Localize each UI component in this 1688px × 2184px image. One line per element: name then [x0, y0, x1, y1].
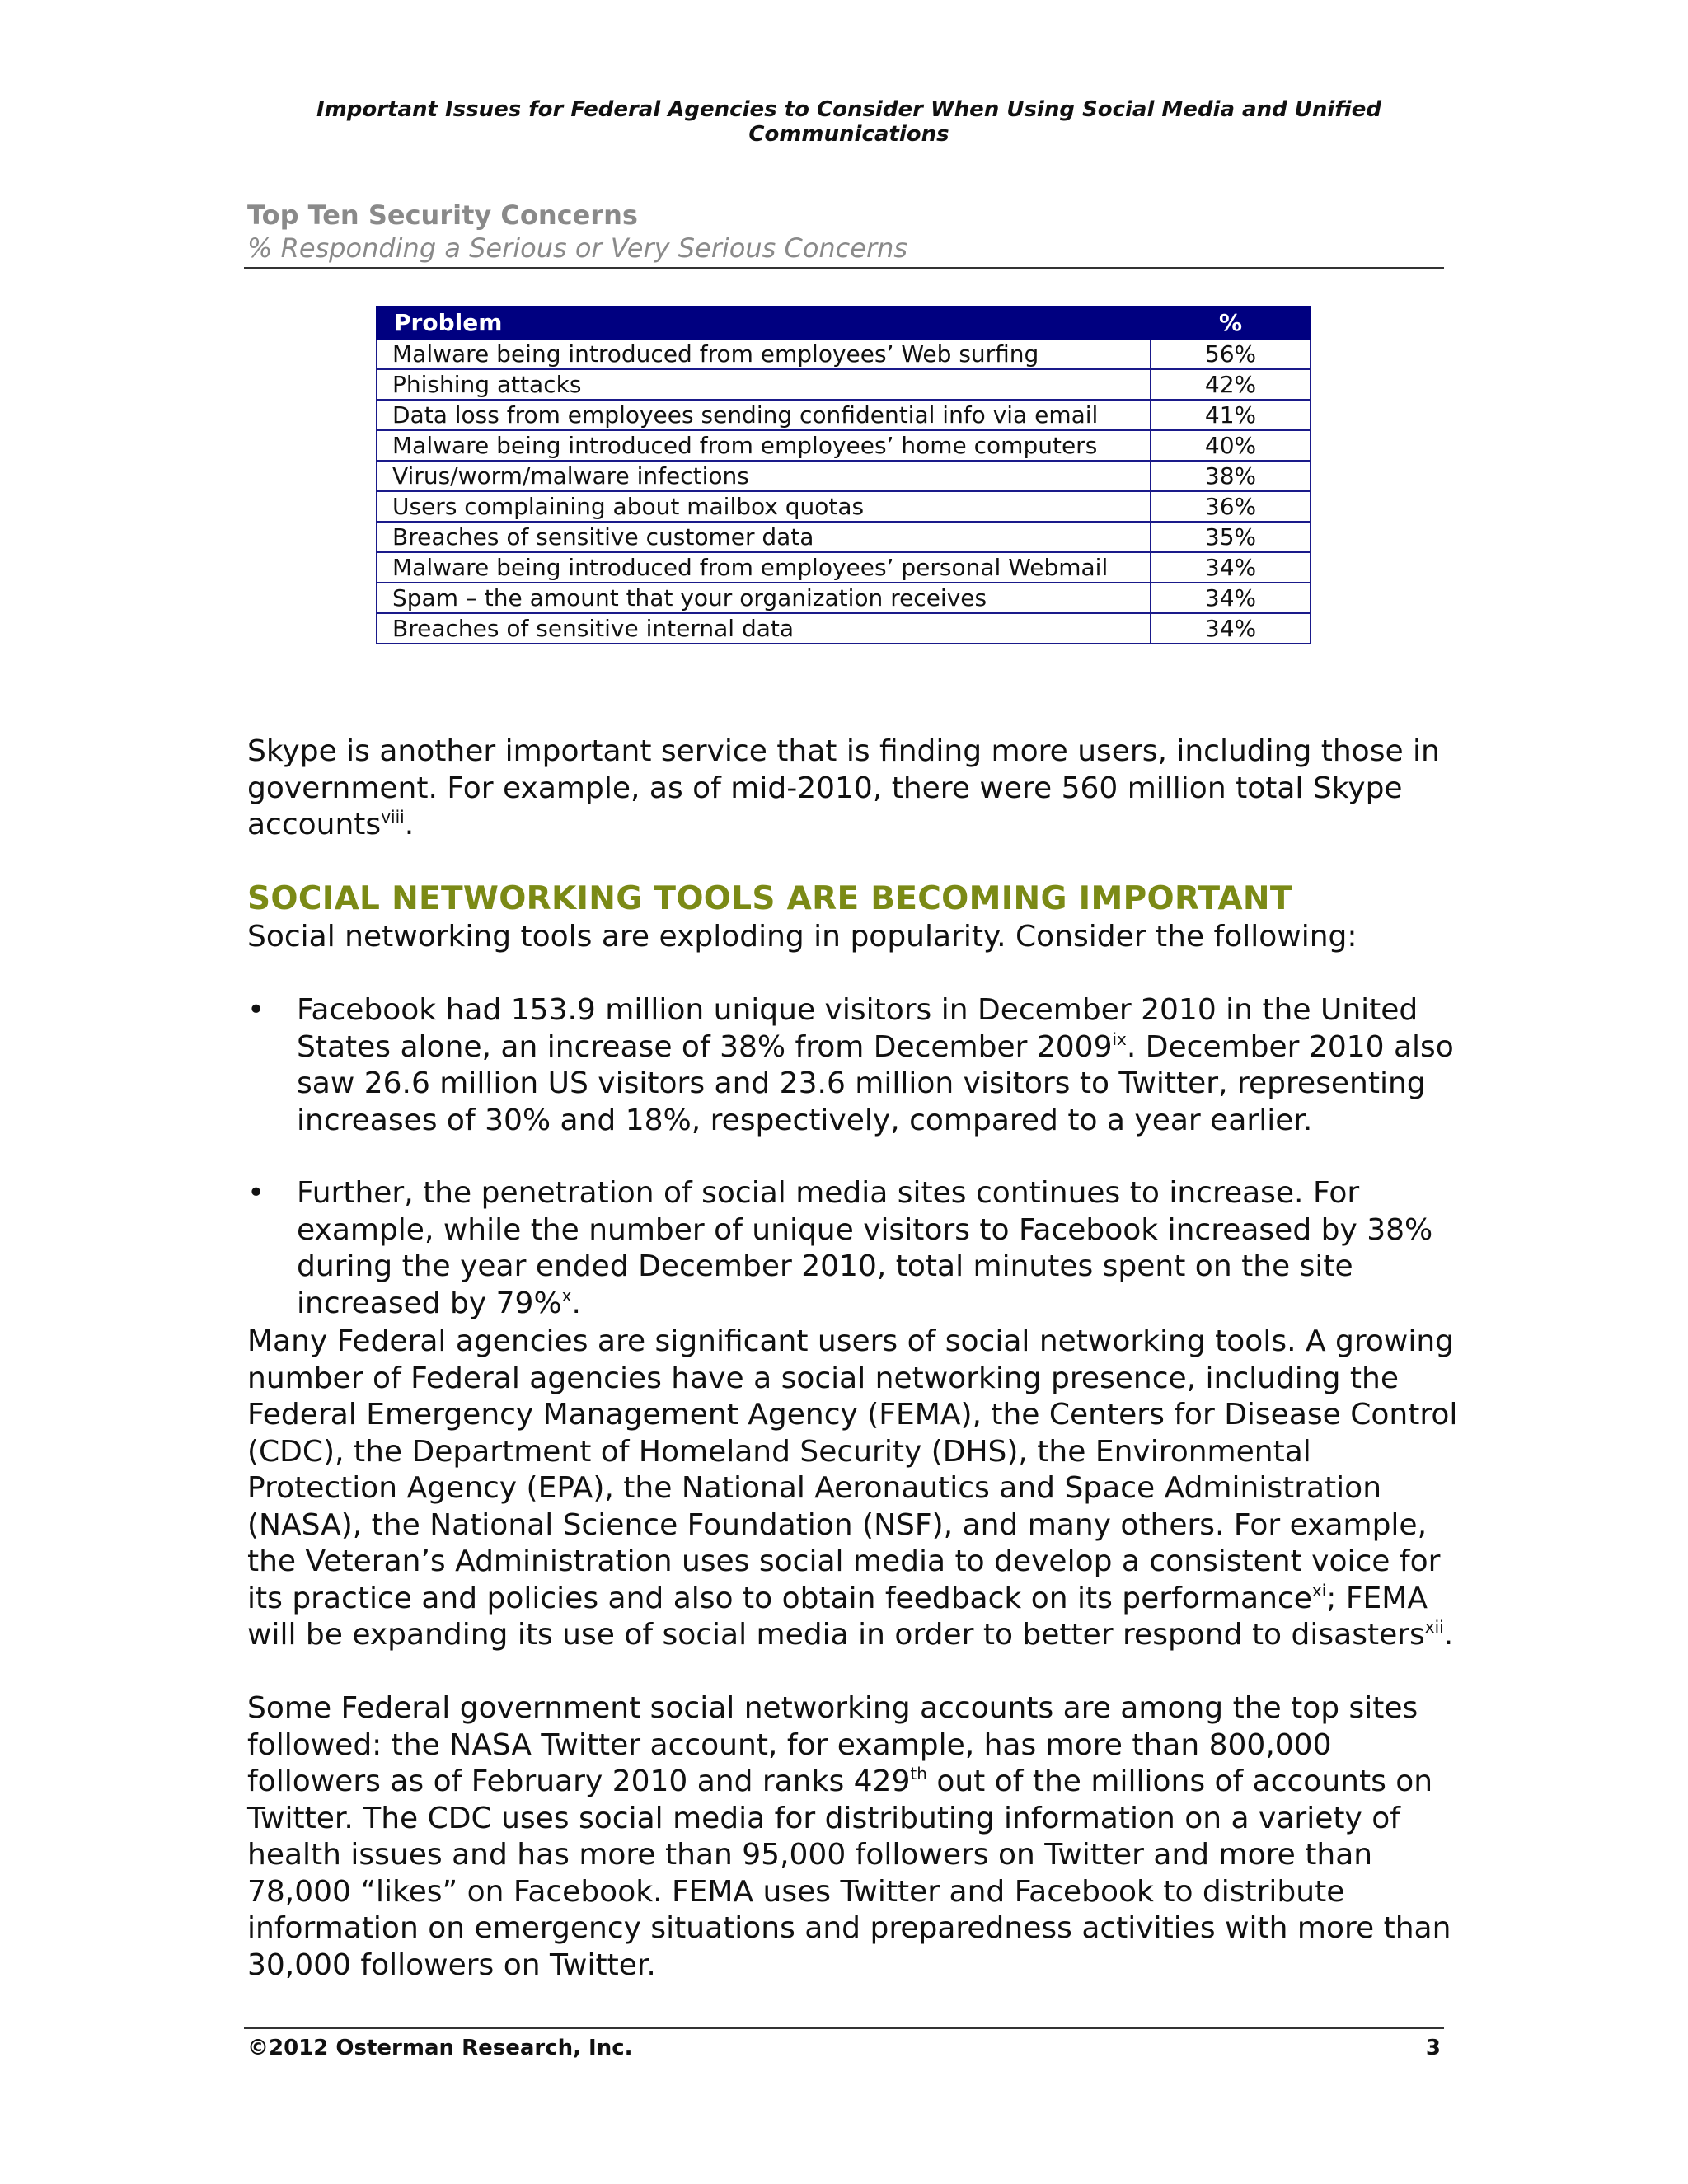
percent-cell: 34%: [1151, 552, 1311, 583]
percent-cell: 34%: [1151, 613, 1311, 644]
table-row: [377, 369, 1311, 400]
problem-cell: Breaches of sensitive internal data: [377, 613, 1151, 644]
agencies-paragraph: [247, 1324, 1459, 1654]
percent-cell: 42%: [1151, 369, 1311, 400]
problem-cell: Users complaining about mailbox quotas: [377, 491, 1151, 522]
table-row: [377, 491, 1311, 522]
sentence-end: .: [404, 808, 415, 841]
percent-cell: 38%: [1151, 461, 1311, 491]
problem-cell: Malware being introduced from employees’ personal Webmail: [377, 552, 1151, 583]
percent-cell: 36%: [1151, 491, 1311, 522]
table-row: [377, 613, 1311, 644]
table-row: [377, 522, 1311, 552]
problem-cell: Data loss from employees sending confidential info via email: [377, 400, 1151, 430]
table-row: [377, 583, 1311, 613]
agencies-text-continued: ; FEMA will be expanding its use of social media in order to better respond to disasters: [247, 1581, 1428, 1652]
running-header: Important Issues for Federal Agencies to Consider When Using Social Media and Unified Communications: [316, 97, 1382, 147]
problem-cell: Phishing attacks: [377, 369, 1151, 400]
bullet-text-continued: . December 2010 also saw 26.6 million US visitors and 23.6 million visitors to Twitter, representing increases of 30% and 18%, respectively, compared to a year earlier.: [297, 1029, 1454, 1137]
footnote-ref-link[interactable]: xii: [1424, 1617, 1444, 1637]
footer-copyright: ©2012 Osterman Research, Inc.: [247, 2036, 633, 2060]
sentence-end: .: [1443, 1618, 1454, 1652]
table-row: [377, 430, 1311, 461]
percent-cell: 41%: [1151, 400, 1311, 430]
percent-cell: 34%: [1151, 583, 1311, 613]
problem-cell: Malware being introduced from employees’ Web surfing: [377, 339, 1151, 369]
problem-cell: Breaches of sensitive customer data: [377, 522, 1151, 552]
footnote-ref-link[interactable]: viii: [381, 807, 405, 827]
ordinal-suffix: th: [910, 1764, 927, 1783]
skype-paragraph: [247, 733, 1459, 844]
figure-divider: [244, 267, 1444, 269]
footnote-ref-link[interactable]: ix: [1112, 1029, 1127, 1049]
percent-cell: 40%: [1151, 430, 1311, 461]
bullet-text-continued: .: [571, 1286, 581, 1320]
footer-divider: [244, 2027, 1444, 2029]
table-row: [377, 339, 1311, 369]
list-item: [247, 992, 1459, 1139]
table-row: [377, 552, 1311, 583]
followers-text: Some Federal government social networking accounts are among the top sites followed: the NASA Twitter account, for example, has more than 800,000 followers as of February 2010 and ranks 429: [247, 1691, 1418, 1798]
figure-subtitle: % Responding a Serious or Very Serious Concerns: [247, 232, 908, 264]
problem-cell: Malware being introduced from employees’ home computers: [377, 430, 1151, 461]
table-header-row: [377, 307, 1311, 339]
list-item: [247, 1175, 1459, 1322]
table-row: [377, 400, 1311, 430]
bullet-icon: •: [247, 1176, 265, 1210]
bullet-icon: •: [247, 993, 265, 1027]
problem-cell: Spam – the amount that your organization receives: [377, 583, 1151, 613]
column-header-problem: Problem: [377, 307, 1151, 339]
problem-cell: Virus/worm/malware infections: [377, 461, 1151, 491]
followers-text-continued: out of the millions of accounts on Twitter. The CDC uses social media for distributing information on a variety of health issues and has more than 95,000 followers on Twitter and more than 78,000 “likes” on Facebook. FEMA uses Twitter and Facebook to distribute information on emergency situations and preparedness activities with more than 30,000 followers on Twitter.: [247, 1765, 1451, 1982]
figure-title: Top Ten Security Concerns: [247, 199, 638, 231]
agencies-text: Many Federal agencies are significant users of social networking tools. A growing number of Federal agencies have a social networking presence, including the Federal Emergency Management Agency (FEMA), the Centers for Disease Control (CDC), the Department of Homeland Security (DHS), the Environmental Protection Agency (EPA), the National Aeronautics and Space Administration (NASA), the National Science Foundation (NSF), and many others. For example, the Veteran’s Administration uses social media to develop a consistent voice for its practice and policies and also to obtain feedback on its performance: [247, 1324, 1458, 1615]
table-row: [377, 461, 1311, 491]
section-heading: SOCIAL NETWORKING TOOLS ARE BECOMING IMPORTANT: [247, 880, 1292, 917]
page-number: 3: [1425, 2036, 1441, 2060]
percent-cell: 35%: [1151, 522, 1311, 552]
skype-text: Skype is another important service that is finding more users, including those in government. For example, as of mid-2010, there were 560 million total Skype accounts: [247, 734, 1440, 841]
security-concerns-table: [376, 306, 1311, 644]
footnote-ref-link[interactable]: x: [561, 1285, 572, 1305]
bullet-text: Facebook had 153.9 million unique visitors in December 2010 in the United States alone, an increase of 38% from December 2009: [297, 993, 1418, 1064]
section-intro: Social networking tools are exploding in popularity. Consider the following:: [247, 920, 1357, 954]
footnote-ref-link[interactable]: xi: [1311, 1580, 1327, 1601]
bullet-list: [247, 992, 1459, 1322]
followers-paragraph: [247, 1690, 1459, 1984]
column-header-percent: %: [1151, 307, 1311, 339]
bullet-text: Further, the penetration of social media sites continues to increase. For example, while the number of unique visitors to Facebook increased by 38% during the year ended December 2010, total minutes spent on the site increased by 79%: [297, 1176, 1433, 1320]
percent-cell: 56%: [1151, 339, 1311, 369]
